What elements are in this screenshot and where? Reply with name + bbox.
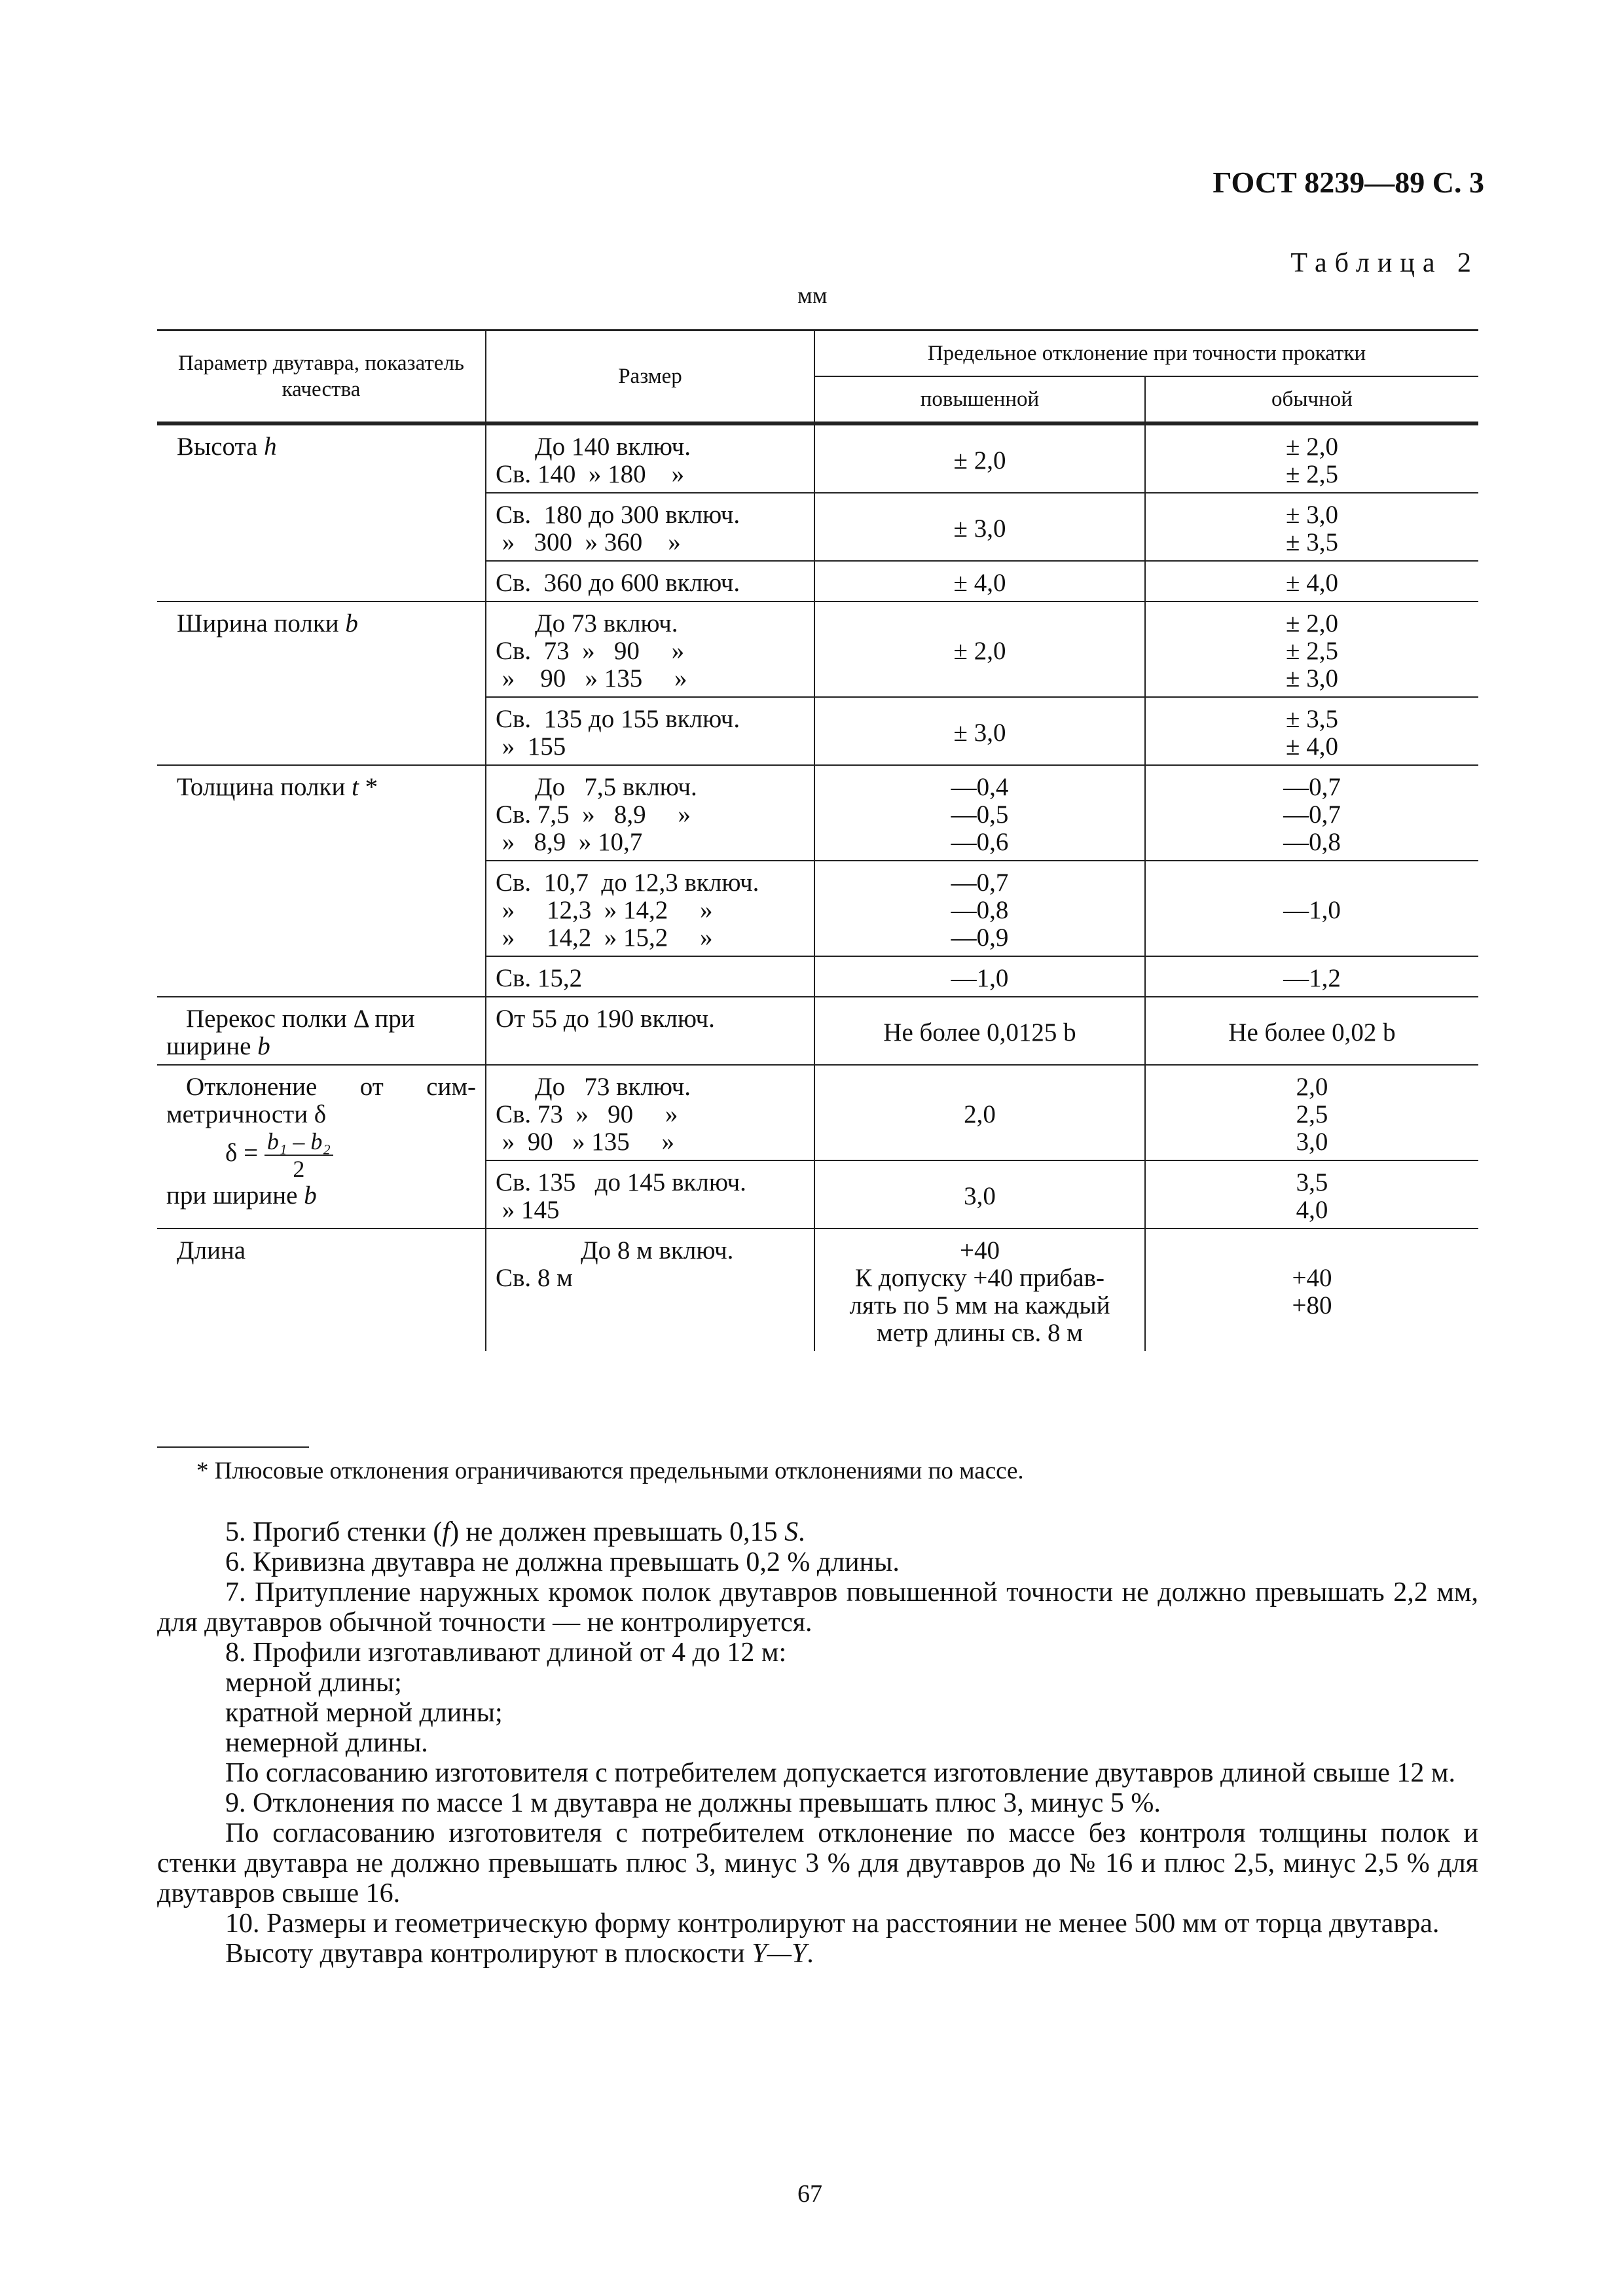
- paragraph-6: 6. Кривизна двутавра не должна превышать 0,2 % длины.: [225, 1547, 900, 1577]
- param-thickness: Толщина полки t *: [157, 765, 486, 997]
- table-row: [157, 423, 1478, 493]
- size-cell: До 7,5 включ. Св. 7,5 » 8,9 » » 8,9 » 10,7: [486, 765, 814, 861]
- page-number: 67: [797, 2180, 822, 2208]
- size-cell: Св. 180 до 300 включ. » 300 » 360 »: [486, 493, 814, 561]
- normal-cell: ± 3,5 ± 4,0: [1145, 697, 1478, 765]
- footnote: * Плюсовые отклонения ограничиваются предельными отклонениями по массе.: [196, 1458, 1024, 1484]
- param-height: Высота h: [157, 423, 486, 601]
- header-normal-precision: обычной: [1145, 376, 1478, 423]
- paragraph-5: 5. Прогиб стенки (f) не должен превышать 0,15 S.: [225, 1517, 805, 1547]
- size-cell: Св. 135 до 145 включ. » 145: [486, 1160, 814, 1229]
- paragraph-7: 7. Притупление наружных кромок полок двутавров повышенной точности не должно превышать 2,2 мм, для двутавров обычной точности — не контролируется.: [157, 1577, 1478, 1638]
- normal-cell: —0,7 —0,7 —0,8: [1145, 765, 1478, 861]
- size-cell: До 8 м включ. Св. 8 м: [486, 1229, 814, 1351]
- size-cell: Св. 135 до 155 включ. » 155: [486, 697, 814, 765]
- table-row: [157, 601, 1478, 697]
- paragraph-8: 8. Профили изготавливают длиной от 4 до 12 м:: [225, 1638, 787, 1668]
- high-cell: ± 2,0: [814, 423, 1145, 493]
- paragraph-8-note: По согласованию изготовителя с потребителем допускается изготовление двутавров длиной свыше 12 м.: [225, 1758, 1456, 1788]
- param-skew: Перекос полки Δ при ширине b: [157, 997, 486, 1065]
- list-item: немерной длины.: [225, 1728, 428, 1758]
- normal-cell: ± 2,0 ± 2,5 ± 3,0: [1145, 601, 1478, 697]
- high-cell: +40 К допуску +40 прибав- лять по 5 мм на каждый метр длины св. 8 м: [814, 1229, 1145, 1351]
- high-cell: ± 2,0: [814, 601, 1145, 697]
- header-param: Параметр двутавра, показатель качества: [157, 331, 486, 424]
- paragraph-9: 9. Отклонения по массе 1 м двутавра не должны превышать плюс 3, минус 5 %.: [225, 1788, 1161, 1818]
- normal-cell: ± 4,0: [1145, 561, 1478, 601]
- paragraph-10-note: Высоту двутавра контролируют в плоскости Y—Y.: [225, 1939, 814, 1969]
- size-cell: До 73 включ. Св. 73 » 90 » » 90 » 135 »: [486, 601, 814, 697]
- header-deviation: Предельное отклонение при точности прокатки: [814, 331, 1478, 377]
- footnote-divider: [157, 1446, 309, 1448]
- size-cell: До 140 включ. Св. 140 » 180 »: [486, 423, 814, 493]
- param-symmetry: Отклонение от сим- метричности δ δ = $\frac{\text{b₁ – b₂}}{2}$ при ширине b: [157, 1065, 486, 1229]
- paragraph-9-note: По согласованию изготовителя с потребителем отклонение по массе без контроля толщины полок и стенки двутавра не должно превышать плюс 3, минус 3 % для двутавров до № 16 и плюс 2,5, минус 2,5 % для двутавров свыше 16.: [157, 1818, 1478, 1909]
- normal-cell: ± 2,0 ± 2,5: [1145, 423, 1478, 493]
- table-row: [157, 765, 1478, 861]
- high-cell: —0,7 —0,8 —0,9: [814, 861, 1145, 956]
- normal-cell: 2,0 2,5 3,0: [1145, 1065, 1478, 1160]
- high-cell: ± 4,0: [814, 561, 1145, 601]
- tolerance-table: [157, 329, 1478, 1351]
- table-row: [157, 997, 1478, 1065]
- size-cell: Св. 10,7 до 12,3 включ. » 12,3 » 14,2 » » 14,2 » 15,2 »: [486, 861, 814, 956]
- table-caption: Таблица 2: [1290, 248, 1479, 278]
- high-cell: ± 3,0: [814, 493, 1145, 561]
- high-cell: Не более 0,0125 b: [814, 997, 1145, 1065]
- document-header: ГОСТ 8239—89 С. 3: [1213, 166, 1484, 199]
- list-item: кратной мерной длины;: [225, 1698, 503, 1728]
- normal-cell: 3,5 4,0: [1145, 1160, 1478, 1229]
- param-width: Ширина полки b: [157, 601, 486, 765]
- header-high-precision: повышенной: [814, 376, 1145, 423]
- param-length: Длина: [157, 1229, 486, 1351]
- paragraph-10: 10. Размеры и геометрическую форму контролируют на расстоянии не менее 500 мм от торца двутавра.: [225, 1909, 1440, 1939]
- table-units: мм: [797, 282, 828, 308]
- normal-cell: —1,0: [1145, 861, 1478, 956]
- table-row: [157, 1229, 1478, 1351]
- header-size: Размер: [486, 331, 814, 424]
- high-cell: —1,0: [814, 956, 1145, 997]
- high-cell: ± 3,0: [814, 697, 1145, 765]
- symmetry-formula: δ = $\frac{\text{b₁ – b₂}}{2}$: [166, 1128, 476, 1182]
- normal-cell: +40 +80: [1292, 1264, 1332, 1319]
- high-cell: —0,4 —0,5 —0,6: [814, 765, 1145, 861]
- normal-cell: Не более 0,02 b: [1145, 997, 1478, 1065]
- size-cell: От 55 до 190 включ.: [486, 997, 814, 1065]
- normal-cell: —1,2: [1145, 956, 1478, 997]
- high-cell: 3,0: [814, 1160, 1145, 1229]
- size-cell: До 73 включ. Св. 73 » 90 » » 90 » 135 »: [486, 1065, 814, 1160]
- table-row: [157, 1065, 1478, 1160]
- list-item: мерной длины;: [225, 1668, 402, 1698]
- body-text: [157, 1517, 1478, 1969]
- size-cell: Св. 360 до 600 включ.: [486, 561, 814, 601]
- size-cell: Св. 15,2: [486, 956, 814, 997]
- high-cell: 2,0: [814, 1065, 1145, 1160]
- normal-cell: ± 3,0 ± 3,5: [1145, 493, 1478, 561]
